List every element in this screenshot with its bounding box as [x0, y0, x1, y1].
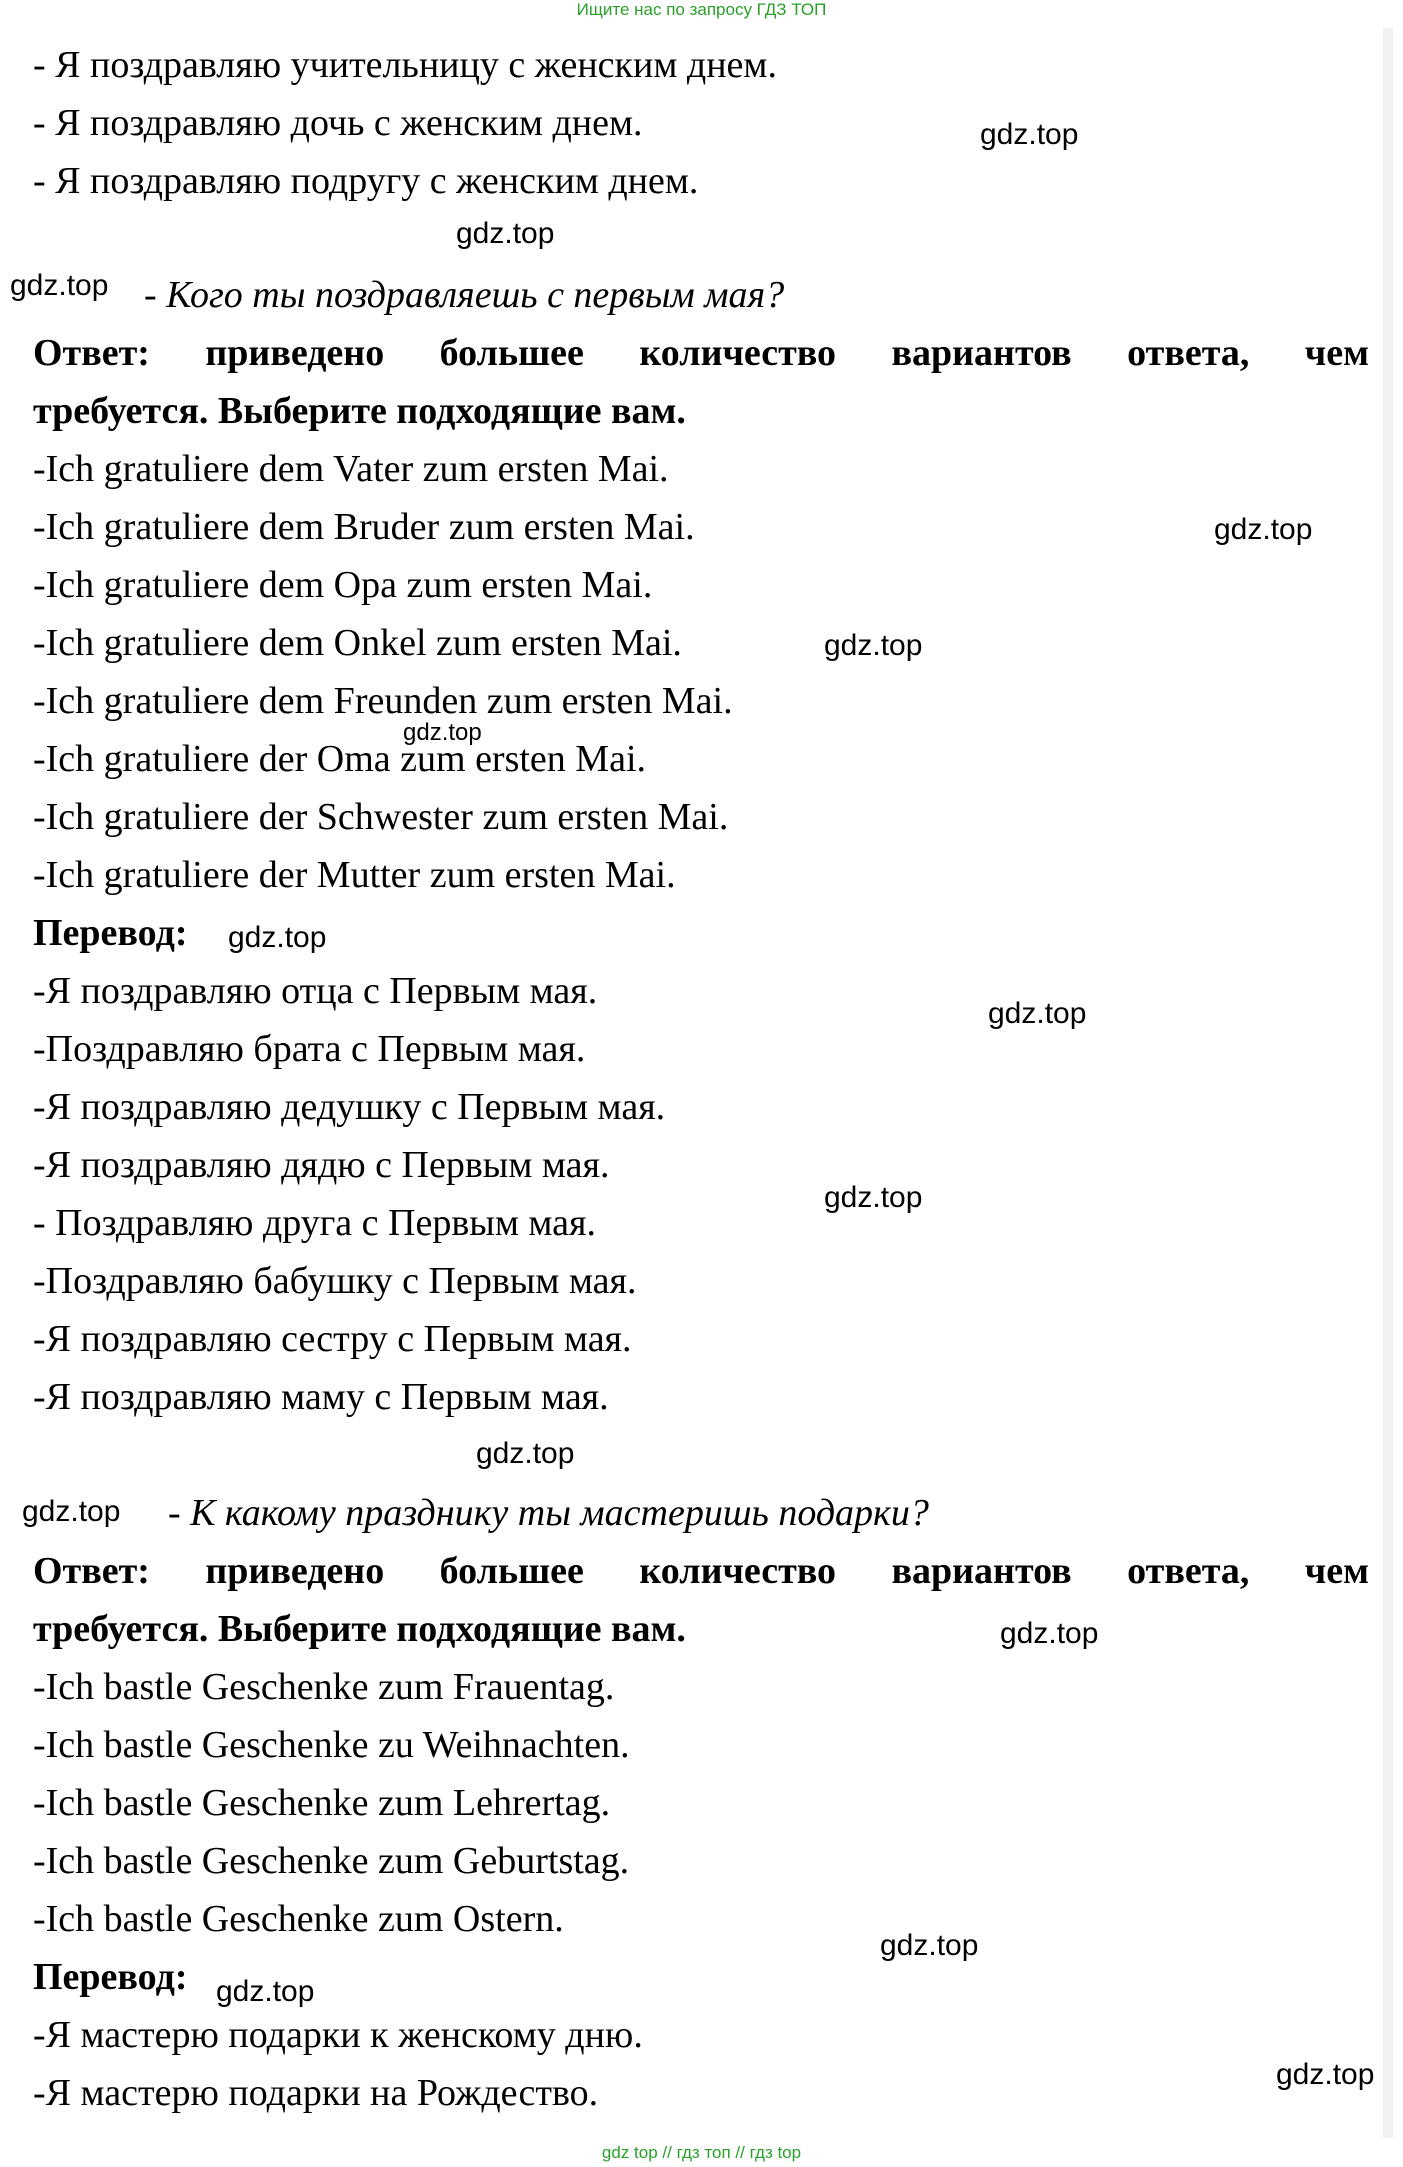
text-line: -Поздравляю брата с Первым мая.: [33, 1028, 586, 1070]
answer-note: Ответ: приведено большее количество вариантов ответа, чем: [33, 332, 1369, 374]
top-banner[interactable]: Ищите нас по запросу ГДЗ ТОП: [576, 0, 827, 19]
text-line: - Поздравляю друга с Первым мая.: [33, 1202, 597, 1244]
watermark: gdz.top: [824, 1181, 923, 1214]
watermark: gdz.top: [980, 118, 1079, 151]
answer-note: Ответ: приведено большее количество вариантов ответа, чем: [33, 1550, 1369, 1592]
text-line: -Ich gratuliere dem Vater zum ersten Mai.: [33, 448, 669, 490]
text-line: -Я поздравляю дедушку с Первым мая.: [33, 1086, 666, 1128]
text-line: - Я поздравляю учительницу с женским днем.: [33, 44, 777, 86]
question-heading: - Кого ты поздравляешь с первым мая?: [144, 274, 785, 316]
watermark: gdz.top: [824, 629, 923, 662]
translation-label: Перевод:: [33, 912, 188, 954]
answer-note: требуется. Выберите подходящие вам.: [33, 1608, 686, 1650]
watermark: gdz.top: [456, 217, 555, 250]
watermark: gdz.top: [988, 997, 1087, 1030]
text-line: -Ich bastle Geschenke zu Weihnachten.: [33, 1724, 630, 1766]
text-line: -Ich gratuliere dem Onkel zum ersten Mai.: [33, 622, 682, 664]
text-line: -Ich bastle Geschenke zum Frauentag.: [33, 1666, 615, 1708]
text-line: -Я поздравляю маму с Первым мая.: [33, 1376, 609, 1418]
scrollbar[interactable]: [1383, 28, 1393, 2138]
text-line: -Я мастерю подарки к женскому дню.: [33, 2014, 643, 2056]
text-line: -Поздравляю бабушку с Первым мая.: [33, 1260, 637, 1302]
watermark: gdz.top: [1000, 1617, 1099, 1650]
text-line: -Ich bastle Geschenke zum Geburtstag.: [33, 1840, 630, 1882]
watermark: gdz.top: [1214, 513, 1313, 546]
text-line: -Ich gratuliere dem Bruder zum ersten Mai.: [33, 506, 695, 548]
text-line: -Я поздравляю отца с Первым мая.: [33, 970, 598, 1012]
translation-label: Перевод:: [33, 1956, 188, 1998]
text-line: -Ich bastle Geschenke zum Lehrertag.: [33, 1782, 611, 1824]
question-heading: - К какому празднику ты мастеришь подарки?: [168, 1492, 929, 1534]
watermark: gdz.top: [476, 1437, 575, 1470]
text-line: -Ich gratuliere der Schwester zum ersten Mai.: [33, 796, 729, 838]
text-line: -Я поздравляю сестру с Первым мая.: [33, 1318, 632, 1360]
footer-links[interactable]: gdz top // гдз топ // гдз top: [601, 2143, 802, 2162]
text-line: -Я мастерю подарки на Рождество.: [33, 2072, 599, 2114]
text-line: - Я поздравляю дочь с женским днем.: [33, 102, 643, 144]
watermark: gdz.top: [1276, 2058, 1375, 2091]
watermark: gdz.top: [880, 1929, 979, 1962]
text-line: -Я поздравляю дядю с Первым мая.: [33, 1144, 610, 1186]
watermark: gdz.top: [228, 921, 327, 954]
text-line: -Ich bastle Geschenke zum Ostern.: [33, 1898, 564, 1940]
watermark: gdz.top: [403, 719, 482, 746]
text-line: -Ich gratuliere der Oma zum ersten Mai.: [33, 738, 647, 780]
watermark: gdz.top: [10, 269, 109, 302]
text-line: - Я поздравляю подругу с женским днем.: [33, 160, 699, 202]
watermark: gdz.top: [22, 1495, 121, 1528]
answer-note: требуется. Выберите подходящие вам.: [33, 390, 686, 432]
text-line: -Ich gratuliere dem Freunden zum ersten Mai.: [33, 680, 733, 722]
text-line: -Ich gratuliere dem Opa zum ersten Mai.: [33, 564, 653, 606]
text-line: -Ich gratuliere der Mutter zum ersten Mai.: [33, 854, 676, 896]
watermark: gdz.top: [216, 1975, 315, 2008]
